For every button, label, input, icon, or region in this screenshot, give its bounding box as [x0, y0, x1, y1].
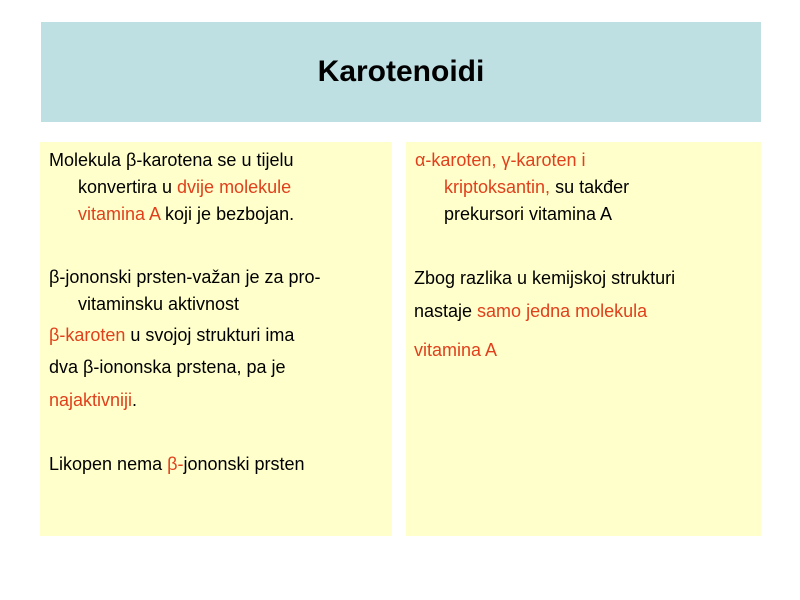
text-line: β-jononski prsten-važan je za pro-	[49, 267, 321, 287]
highlight-text: dvije molekule	[177, 177, 292, 197]
text-span: su takđer	[550, 177, 630, 197]
highlight-text: β-	[167, 454, 184, 474]
text-span: koji je bezbojan.	[160, 204, 295, 224]
title-bar	[41, 22, 761, 122]
text-line	[49, 174, 294, 201]
text-line: vitaminsku aktivnost	[78, 294, 240, 314]
left-paragraph-5	[49, 387, 137, 414]
right-paragraph-4	[414, 337, 497, 364]
slide-title: Karotenoidi	[317, 55, 485, 88]
right-text-panel	[406, 142, 761, 536]
left-paragraph-4	[49, 354, 286, 381]
right-paragraph-2	[414, 265, 675, 292]
highlight-text: α-karoten, γ-karoten i	[415, 150, 586, 170]
left-paragraph-6	[49, 451, 305, 478]
text-span: u svojoj strukturi ima	[125, 325, 295, 345]
left-paragraph-2	[49, 264, 320, 318]
text-span: .	[132, 390, 138, 410]
highlight-text: najaktivniji	[49, 390, 133, 410]
text-span: nastaje	[414, 301, 478, 321]
text-line: prekursori vitamina A	[444, 204, 613, 224]
left-paragraph-3	[49, 322, 294, 349]
highlight-text: β-karoten	[49, 325, 126, 345]
text-line	[49, 201, 294, 228]
text-line	[415, 174, 629, 201]
right-paragraph-3	[414, 298, 647, 325]
text-span: jononski prsten	[183, 454, 305, 474]
right-paragraph-1	[415, 147, 629, 228]
highlight-text: samo jedna molekula	[477, 301, 648, 321]
text-span: Zbog razlika u kemijskoj strukturi	[414, 268, 676, 288]
text-span: konvertira u	[78, 177, 178, 197]
highlight-text: vitamina A	[78, 204, 161, 224]
left-paragraph-1	[49, 147, 294, 228]
left-text-panel	[40, 142, 392, 536]
text-span: dva β-iononska prstena, pa je	[49, 357, 286, 377]
text-line: Molekula β-karotena se u tijelu	[49, 150, 294, 170]
highlight-text: vitamina A	[414, 340, 498, 360]
text-span: Likopen nema	[49, 454, 168, 474]
highlight-text: kriptoksantin,	[444, 177, 551, 197]
